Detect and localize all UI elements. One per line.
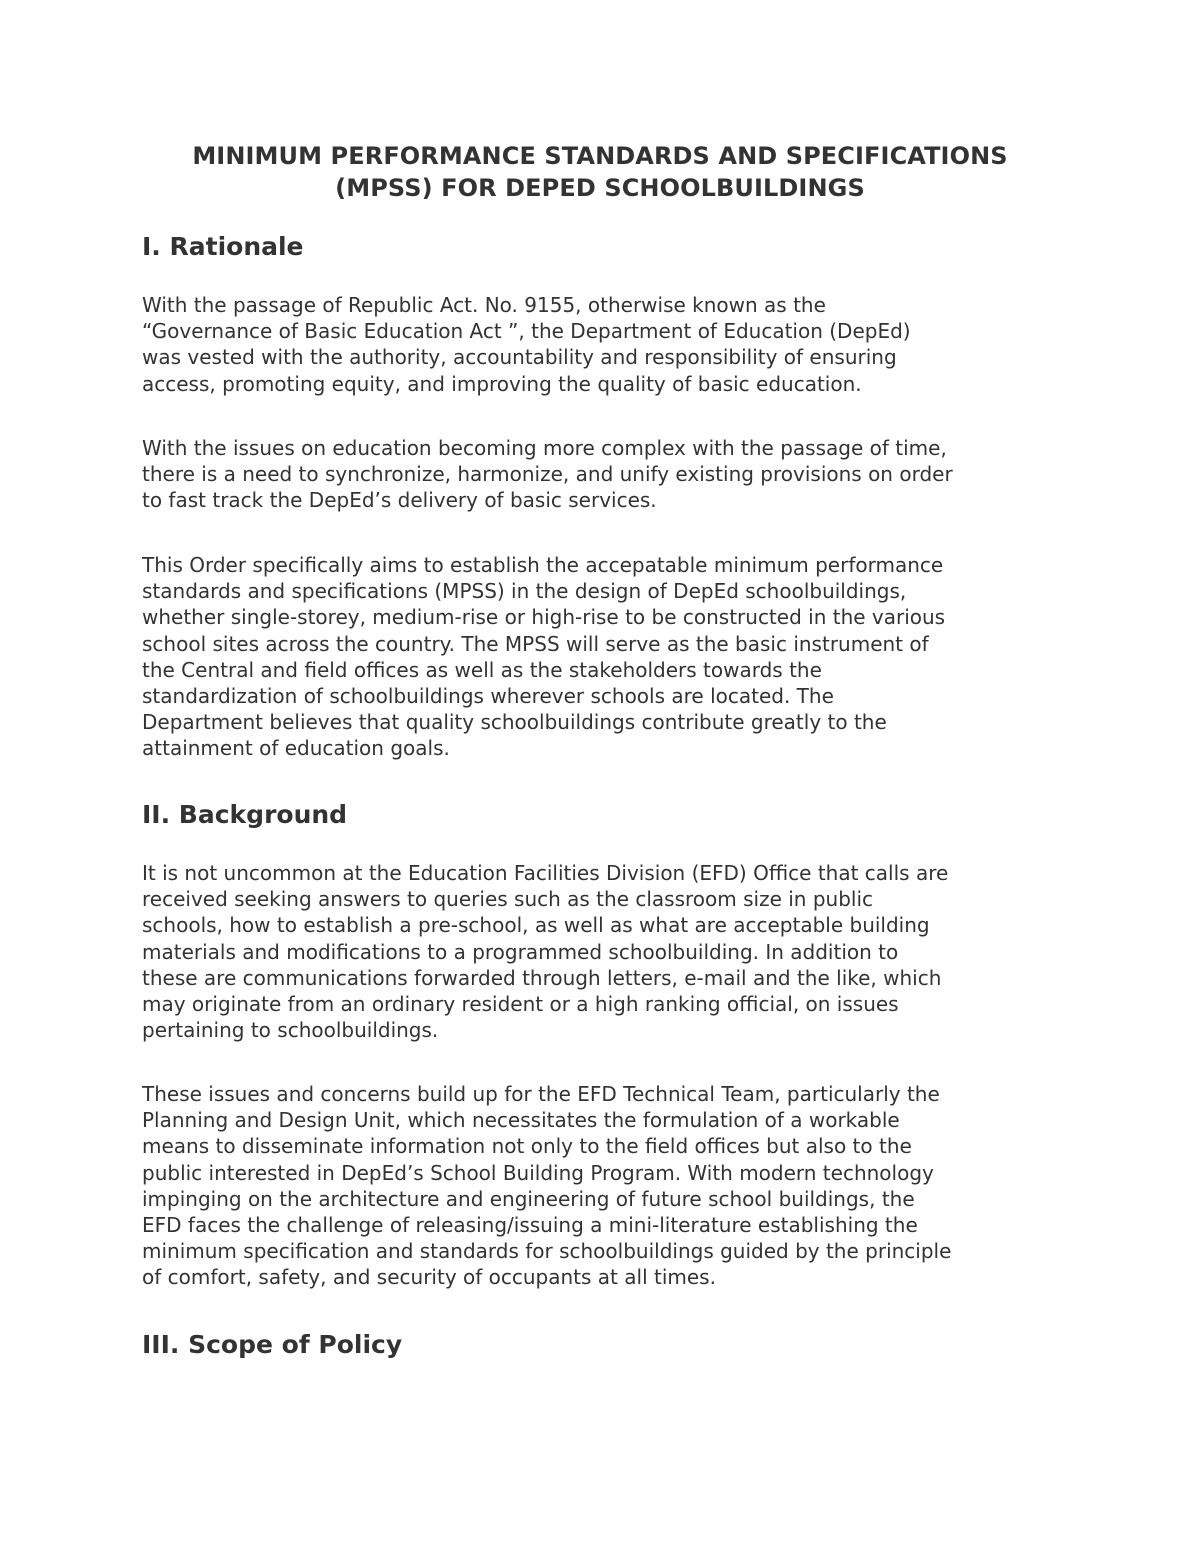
paragraph-line: schools, how to establish a pre-school, as well as what are acceptable building	[142, 913, 930, 938]
section-heading-rationale: I. Rationale	[142, 232, 304, 261]
paragraph-line: With the passage of Republic Act. No. 9155, otherwise known as the	[142, 293, 826, 317]
paragraph-line: there is a need to synchronize, harmonize, and unify existing provisions on order	[142, 462, 953, 487]
paragraph-line: Planning and Design Unit, which necessitates the formulation of a workable	[142, 1108, 900, 1133]
paragraph-line: With the issues on education becoming more complex with the passage of time,	[142, 436, 947, 460]
paragraph-line: received seeking answers to queries such as the classroom size in public	[142, 887, 874, 912]
section-heading-background: II. Background	[142, 800, 348, 829]
document-title	[140, 140, 1060, 204]
rationale-paragraph-1	[142, 292, 1062, 397]
background-paragraph-2	[142, 1081, 1062, 1291]
paragraph-line: EFD faces the challenge of releasing/issuing a mini-literature establishing the	[142, 1213, 918, 1238]
paragraph-line: school sites across the country. The MPSS will serve as the basic instrument of	[142, 631, 929, 656]
paragraph-line: materials and modifications to a programmed schoolbuilding. In addition to	[142, 939, 899, 964]
paragraph-line: public interested in DepEd’s School Building Program. With modern technology	[142, 1160, 934, 1185]
paragraph-line: was vested with the authority, accountability and responsibility of ensuring	[142, 345, 897, 370]
paragraph-line: attainment of education goals.	[142, 736, 450, 761]
paragraph-line: minimum specification and standards for schoolbuildings guided by the principle	[142, 1239, 952, 1264]
paragraph-line: whether single-storey, medium-rise or high-rise to be constructed in the various	[142, 605, 946, 630]
paragraph-line: the Central and field offices as well as the stakeholders towards the	[142, 657, 822, 682]
paragraph-line: It is not uncommon at the Education Facilities Division (EFD) Office that calls are	[142, 861, 949, 885]
rationale-paragraph-3	[142, 552, 1062, 762]
paragraph-line: of comfort, safety, and security of occupants at all times.	[142, 1265, 716, 1290]
document-title-line-1: MINIMUM PERFORMANCE STANDARDS AND SPECIFICATIONS	[192, 142, 1008, 170]
background-paragraph-1	[142, 860, 1062, 1043]
paragraph-line: These issues and concerns build up for the EFD Technical Team, particularly the	[142, 1082, 940, 1106]
paragraph-line: these are communications forwarded through letters, e-mail and the like, which	[142, 965, 942, 990]
paragraph-line: means to disseminate information not only to the field offices but also to the	[142, 1134, 912, 1159]
document-title-line-2: (MPSS) FOR DEPED SCHOOLBUILDINGS	[335, 174, 865, 202]
paragraph-line: “Governance of Basic Education Act ”, the Department of Education (DepEd)	[142, 319, 911, 344]
paragraph-line: standards and specifications (MPSS) in the design of DepEd schoolbuildings,	[142, 579, 907, 604]
paragraph-line: pertaining to schoolbuildings.	[142, 1018, 439, 1043]
paragraph-line: access, promoting equity, and improving the quality of basic education.	[142, 371, 862, 396]
paragraph-line: Department believes that quality schoolbuildings contribute greatly to the	[142, 710, 887, 735]
paragraph-line: impinging on the architecture and engineering of future school buildings, the	[142, 1186, 915, 1211]
paragraph-line: may originate from an ordinary resident or a high ranking official, on issues	[142, 992, 899, 1017]
paragraph-line: standardization of schoolbuildings wherever schools are located. The	[142, 684, 834, 709]
paragraph-line: to fast track the DepEd’s delivery of basic services.	[142, 488, 657, 513]
paragraph-line: This Order specifically aims to establish the accepatable minimum performance	[142, 553, 944, 577]
rationale-paragraph-2	[142, 435, 1062, 514]
section-heading-scope-of-policy: III. Scope of Policy	[142, 1330, 403, 1359]
